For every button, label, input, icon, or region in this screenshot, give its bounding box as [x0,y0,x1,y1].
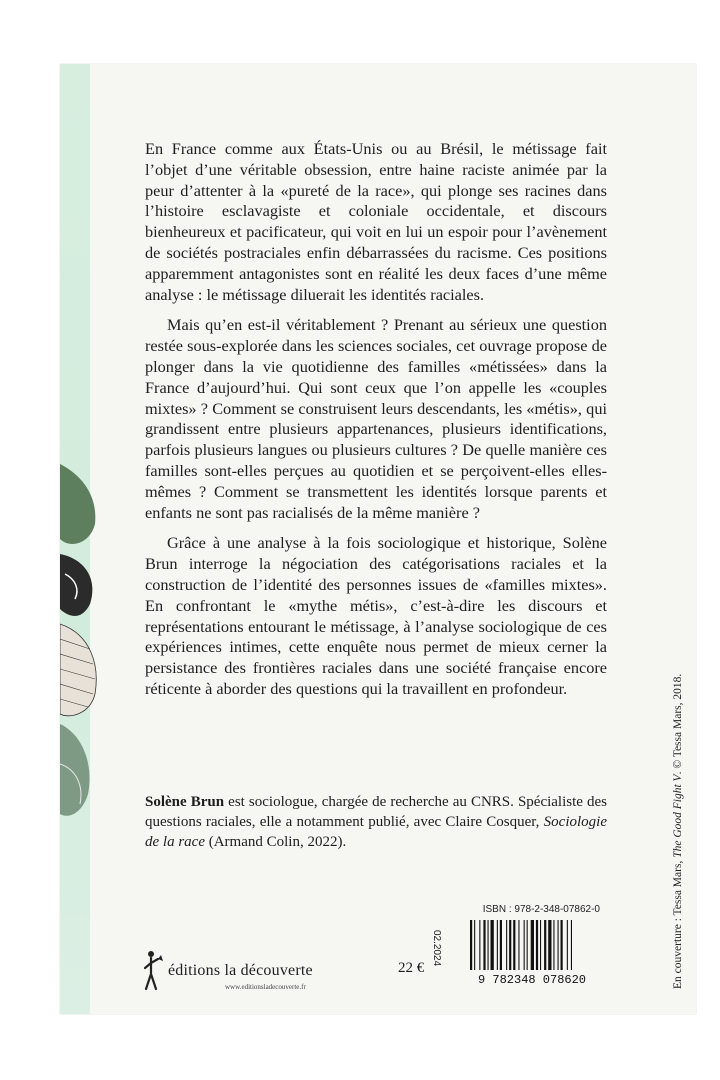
blurb-paragraph-3: Grâce à une analyse à la fois sociologique et historique, Solène Brun interroge la négociation des catégorisations raciales et la construction de l’identité des personnes issues de «familles mixtes». En confrontant le «mythe métis», c’est-à-dire les discours et représentations entourant le métissage, à l’analyse sociologique de ces expériences intimes, cette enquête nous permet de mieux cerner la persistance des frontières raciales dans une société française encore réticente à aborder des questions qui la travaillent en profondeur. [145,533,607,698]
barcode-digits: 9 782348 078620 [477,973,587,986]
publisher-website: www.editionsladecouverte.fr [225,983,306,991]
barcode-bar [548,920,551,970]
blurb [145,139,607,710]
barcode-bar [479,920,480,970]
barcode-bar [483,920,485,970]
book-info: (Armand Colin, 2022). [204,834,347,850]
barcode-bar [491,920,494,970]
cover-credit [672,674,684,989]
barcode-bar [567,920,568,970]
bio-text: est sociologue, chargée de recherche au CNRS. Spécialiste des questions raciales, elle a notamment publié, avec Claire Cosquer, [145,794,608,830]
blurb-paragraph-2: Mais qu’en est-il véritablement ? Prenant au sérieux une question restée sous-explorée dans les sciences sociales, cet ouvrage propose de plonger dans la vie quotidienne des familles «métissées» dans la France d’aujourd’hui. Qui sont ceux que l’on appelle les «couples mixtes» ? Comment se construisent leurs descendants, les «métis», qui grandissent entre plusieurs appartenances, plusieurs identifications, parfois plusieurs langues ou plusieurs cultures ? De quelle manière ces familles sont-elles perçues au quotidien et se perçoivent-elles elles-mêmes ? Comment se transmettent les identités lorsque parents et enfants ne sont pas racialisés de la même manière ? [145,315,607,522]
barcode-bar [571,920,572,970]
barcode-bar [536,920,538,970]
credit-prefix: En couverture : Tessa Mars, [672,857,684,989]
barcode-bar [497,920,498,970]
barcode-bar [509,920,511,970]
book-title: Sociologie de la race [145,814,607,850]
isbn: ISBN : 978-2-348-07862-0 [482,904,600,915]
barcode-bar [544,920,546,970]
barcode-bar [474,920,475,970]
barcode-bar [500,920,502,970]
barcode-bar [553,920,554,970]
barcode-bar [524,920,525,970]
barcode-bar [518,920,519,970]
barcode [462,916,602,986]
blurb-paragraph-1: En France comme aux États-Unis ou au Brésil, le métissage fait l’objet d’une véritable obsession, entre haine raciste animée par la peur d’attenter à la «pureté de la race», qui plonge ses racines dans l’histoire esclavagiste et coloniale occidentale, et discours bienheureux et pacificateur, qui voit en lui un espoir pour l’avènement de sociétés postraciales enfin débarrassées du racisme. Ces positions apparemment antagonistes sont en réalité les deux faces d’une même analyse : le métissage diluerait les identités raciales. [145,139,607,304]
barcode-bar [531,920,534,970]
author-bio [145,792,607,852]
barcode-bar [506,920,507,970]
cover-artwork [60,464,100,844]
publisher-logo-icon [142,949,164,995]
barcode-bar [558,920,559,970]
author-name: Solène Brun [145,794,225,810]
barcode-bar [561,920,563,970]
barcode-bar [470,920,472,970]
publisher-name: éditions la découverte [168,962,313,979]
credit-suffix: . © Tessa Mars, 2018. [672,673,684,775]
barcode-bar [527,920,528,970]
credit-title: The Good Fight V [672,774,684,858]
price: 22 € [398,960,425,976]
back-cover [60,64,696,1014]
barcode-bar [540,920,541,970]
print-date-code: 02.2024 [431,930,442,967]
barcode-bar [488,920,489,970]
barcode-bar [513,920,515,970]
